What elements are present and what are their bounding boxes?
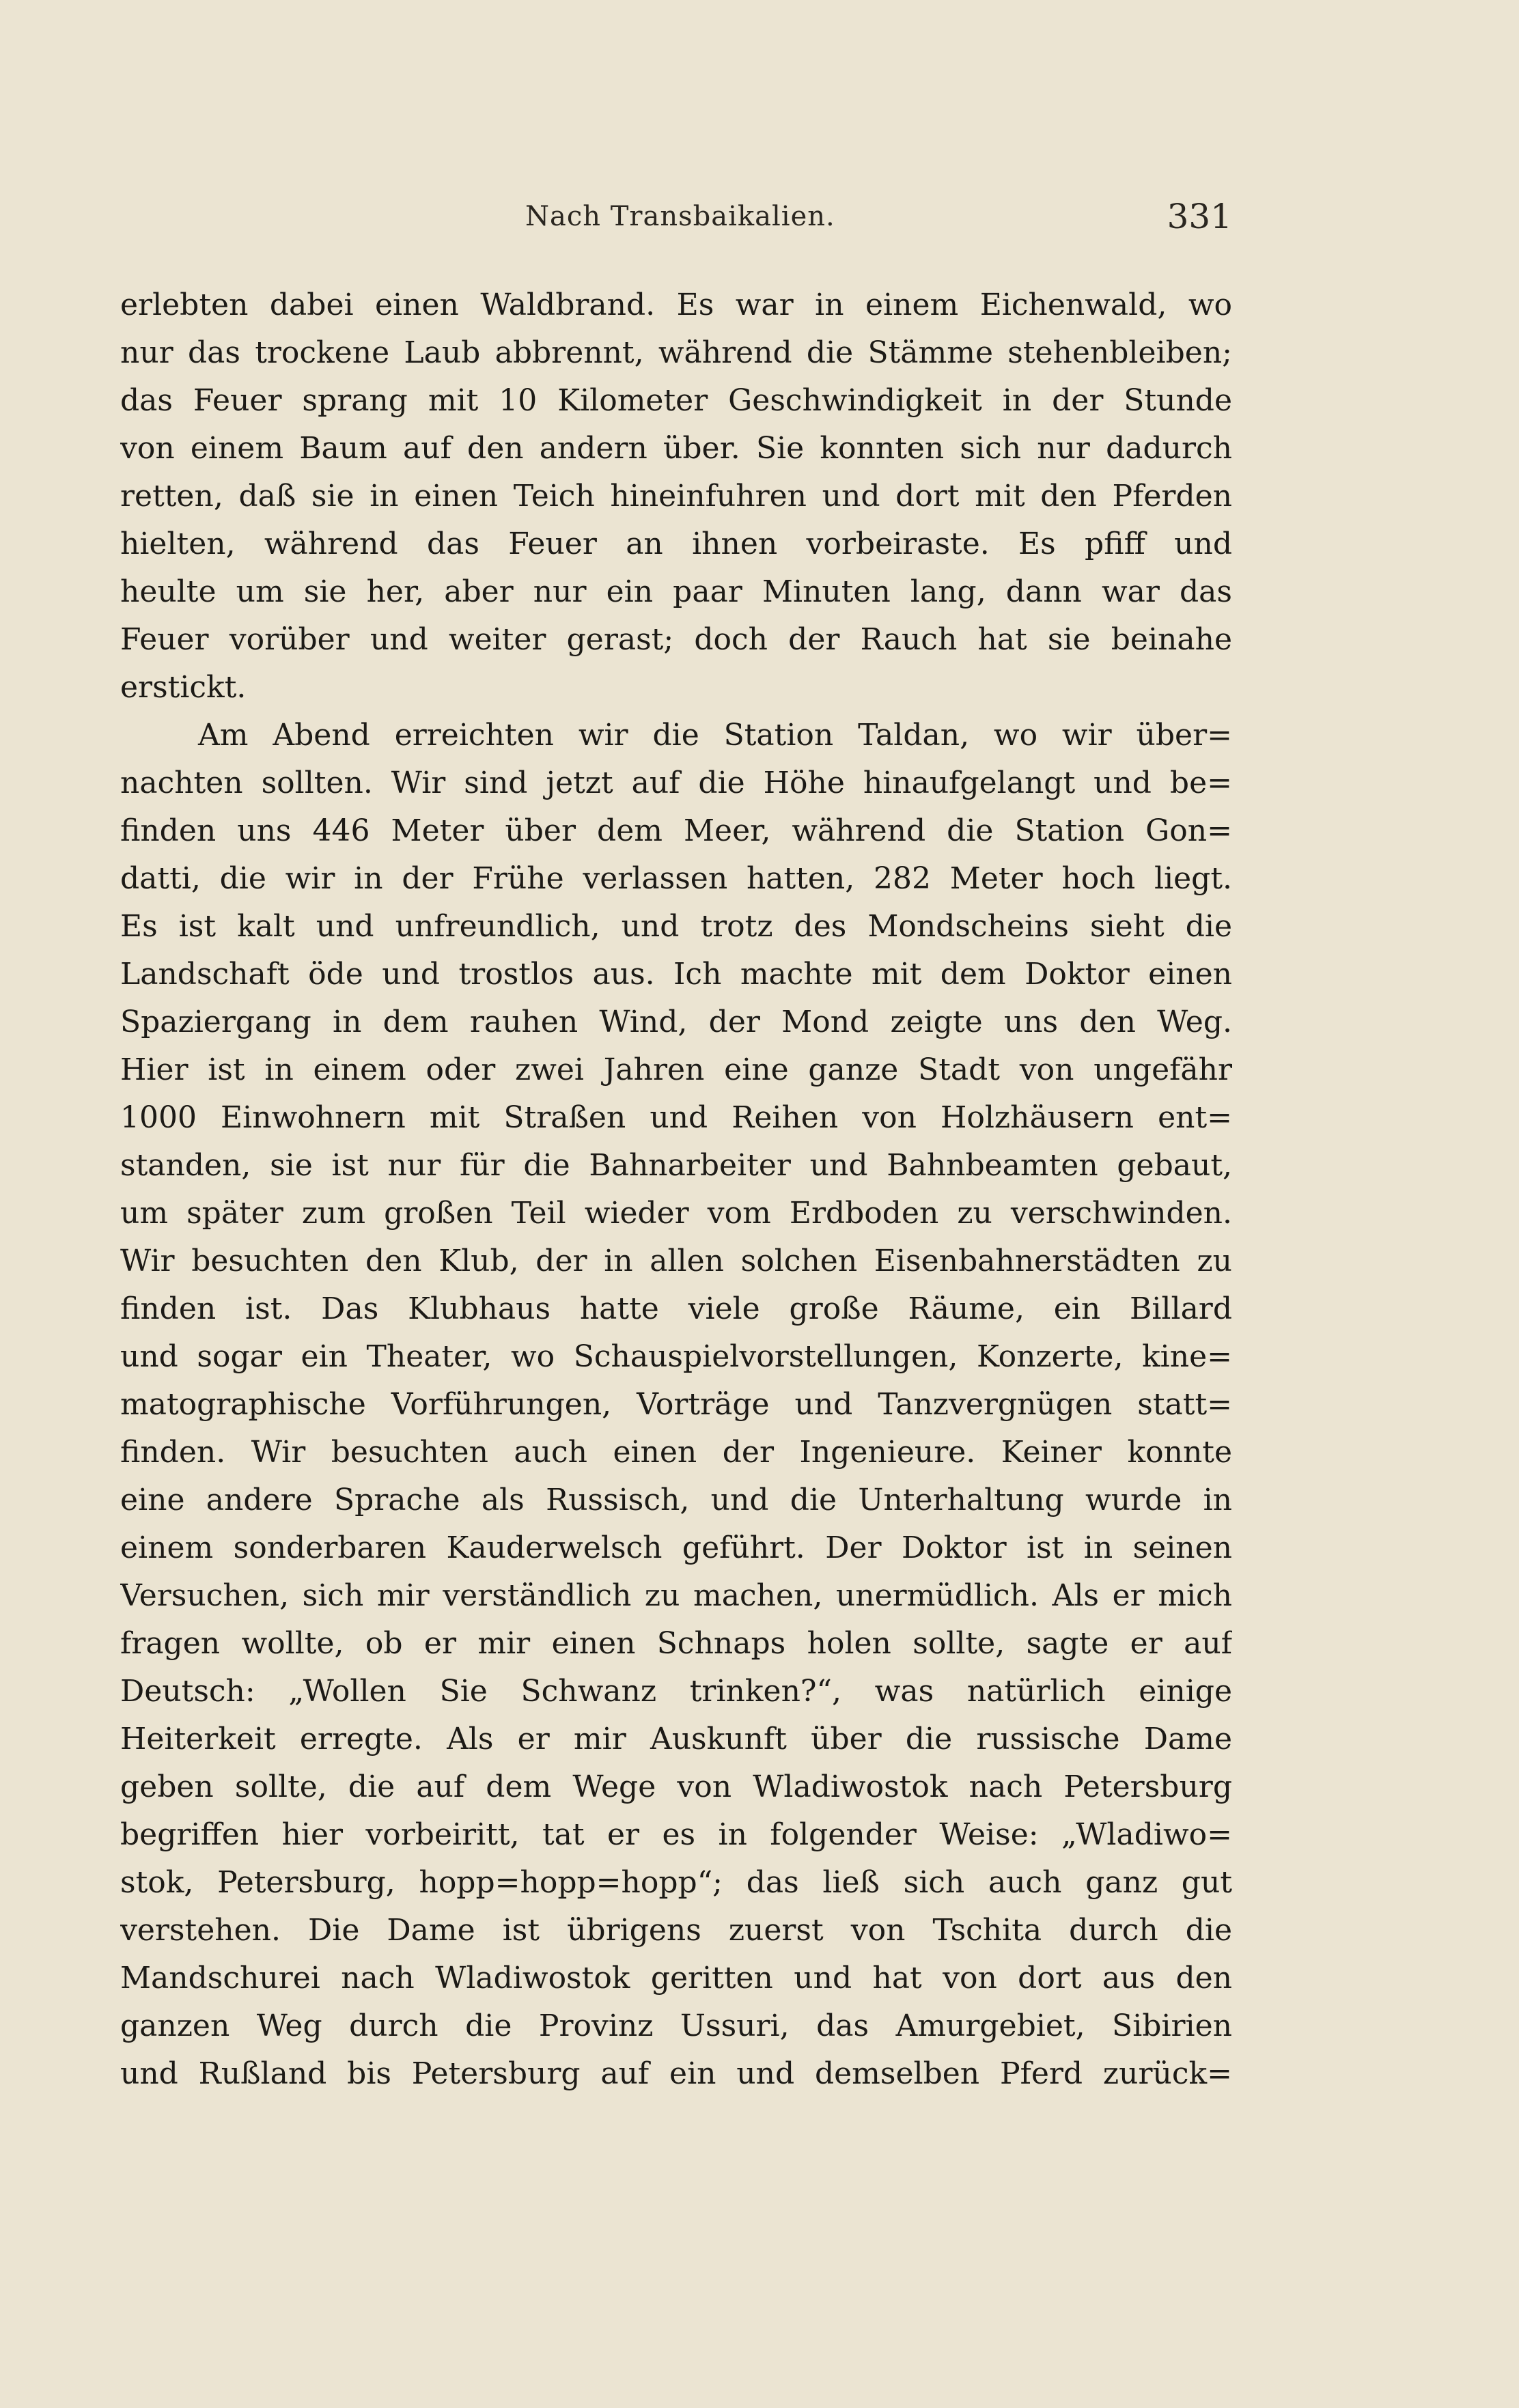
text-line: geben sollte, die auf dem Wege von Wladiwostok nach Petersburg (120, 1769, 1232, 1804)
text-line-paragraph-end: erstickt. (120, 670, 247, 705)
text-line: Mandschurei nach Wladiwostok geritten und hat von dort aus den (120, 1961, 1232, 1996)
text-line: begriffen hier vorbeiritt, tat er es in folgender Weise: „Wladiwo= (120, 1817, 1232, 1852)
text-line: Hier ist in einem oder zwei Jahren eine ganze Stadt von ungefähr (120, 1052, 1232, 1087)
text-line: das Feuer sprang mit 10 Kilometer Geschwindigkeit in der Stunde (120, 383, 1232, 418)
body-text (120, 281, 1232, 2098)
text-line: datti, die wir in der Frühe verlassen hatten, 282 Meter hoch liegt. (120, 861, 1232, 896)
text-line: und sogar ein Theater, wo Schauspielvorstellungen, Konzerte, kine= (120, 1339, 1232, 1374)
text-line: ganzen Weg durch die Provinz Ussuri, das Amurgebiet, Sibirien (120, 2008, 1232, 2043)
text-line: 1000 Einwohnern mit Straßen und Reihen von Holzhäusern ent= (120, 1100, 1232, 1135)
text-line: Wir besuchten den Klub, der in allen solchen Eisenbahnerstädten zu (120, 1244, 1232, 1278)
text-line: Deutsch: „Wollen Sie Schwanz trinken?“, was natürlich einige (120, 1674, 1232, 1709)
text-line: einem sonderbaren Kauderwelsch geführt. Der Doktor ist in seinen (120, 1530, 1232, 1565)
text-line: Heiterkeit erregte. Als er mir Auskunft über die russische Dame (120, 1722, 1232, 1756)
text-line: retten, daß sie in einen Teich hineinfuhren und dort mit den Pferden (120, 479, 1232, 514)
running-head: Nach Transbaikalien. (525, 201, 835, 232)
page-number: 331 (1167, 197, 1232, 236)
text-line: standen, sie ist nur für die Bahnarbeiter und Bahnbeamten gebaut, (120, 1148, 1232, 1183)
text-line: Spaziergang in dem rauhen Wind, der Mond zeigte uns den Weg. (120, 1005, 1232, 1039)
text-line-paragraph-start: Am Abend erreichten wir die Station Taldan, wo wir über= (198, 718, 1232, 753)
page-header (120, 193, 1232, 240)
text-line: fragen wollte, ob er mir einen Schnaps holen sollte, sagte er auf (120, 1626, 1232, 1661)
text-line: und Rußland bis Petersburg auf ein und demselben Pferd zurück= (120, 2056, 1232, 2091)
text-line: stok, Petersburg, hopp=hopp=hopp“; das ließ sich auch ganz gut (120, 1865, 1232, 1900)
text-line: finden. Wir besuchten auch einen der Ingenieure. Keiner konnte (120, 1435, 1232, 1470)
text-line: heulte um sie her, aber nur ein paar Minuten lang, dann war das (120, 574, 1232, 609)
text-line: verstehen. Die Dame ist übrigens zuerst von Tschita durch die (120, 1913, 1232, 1948)
text-line: nachten sollten. Wir sind jetzt auf die Höhe hinaufgelangt und be= (120, 766, 1232, 800)
text-line: Es ist kalt und unfreundlich, und trotz des Mondscheins sieht die (120, 909, 1232, 944)
text-line: hielten, während das Feuer an ihnen vorbeiraste. Es pfiff und (120, 527, 1232, 561)
text-line: matographische Vorführungen, Vorträge und Tanzvergnügen statt= (120, 1387, 1232, 1422)
text-line: eine andere Sprache als Russisch, und die Unterhaltung wurde in (120, 1483, 1232, 1517)
text-line: finden uns 446 Meter über dem Meer, während die Station Gon= (120, 813, 1232, 848)
text-line: erlebten dabei einen Waldbrand. Es war in einem Eichenwald, wo (120, 288, 1232, 322)
text-line: um später zum großen Teil wieder vom Erdboden zu verschwinden. (120, 1196, 1232, 1231)
text-line: Feuer vorüber und weiter gerast; doch der Rauch hat sie beinahe (120, 622, 1232, 657)
text-line: Landschaft öde und trostlos aus. Ich machte mit dem Doktor einen (120, 957, 1232, 992)
text-line: finden ist. Das Klubhaus hatte viele große Räume, ein Billard (120, 1291, 1232, 1326)
text-line: von einem Baum auf den andern über. Sie konnten sich nur dadurch (120, 431, 1232, 466)
text-line: nur das trockene Laub abbrennt, während die Stämme stehenbleiben; (120, 335, 1232, 370)
text-line: Versuchen, sich mir verständlich zu machen, unermüdlich. Als er mich (120, 1578, 1232, 1613)
